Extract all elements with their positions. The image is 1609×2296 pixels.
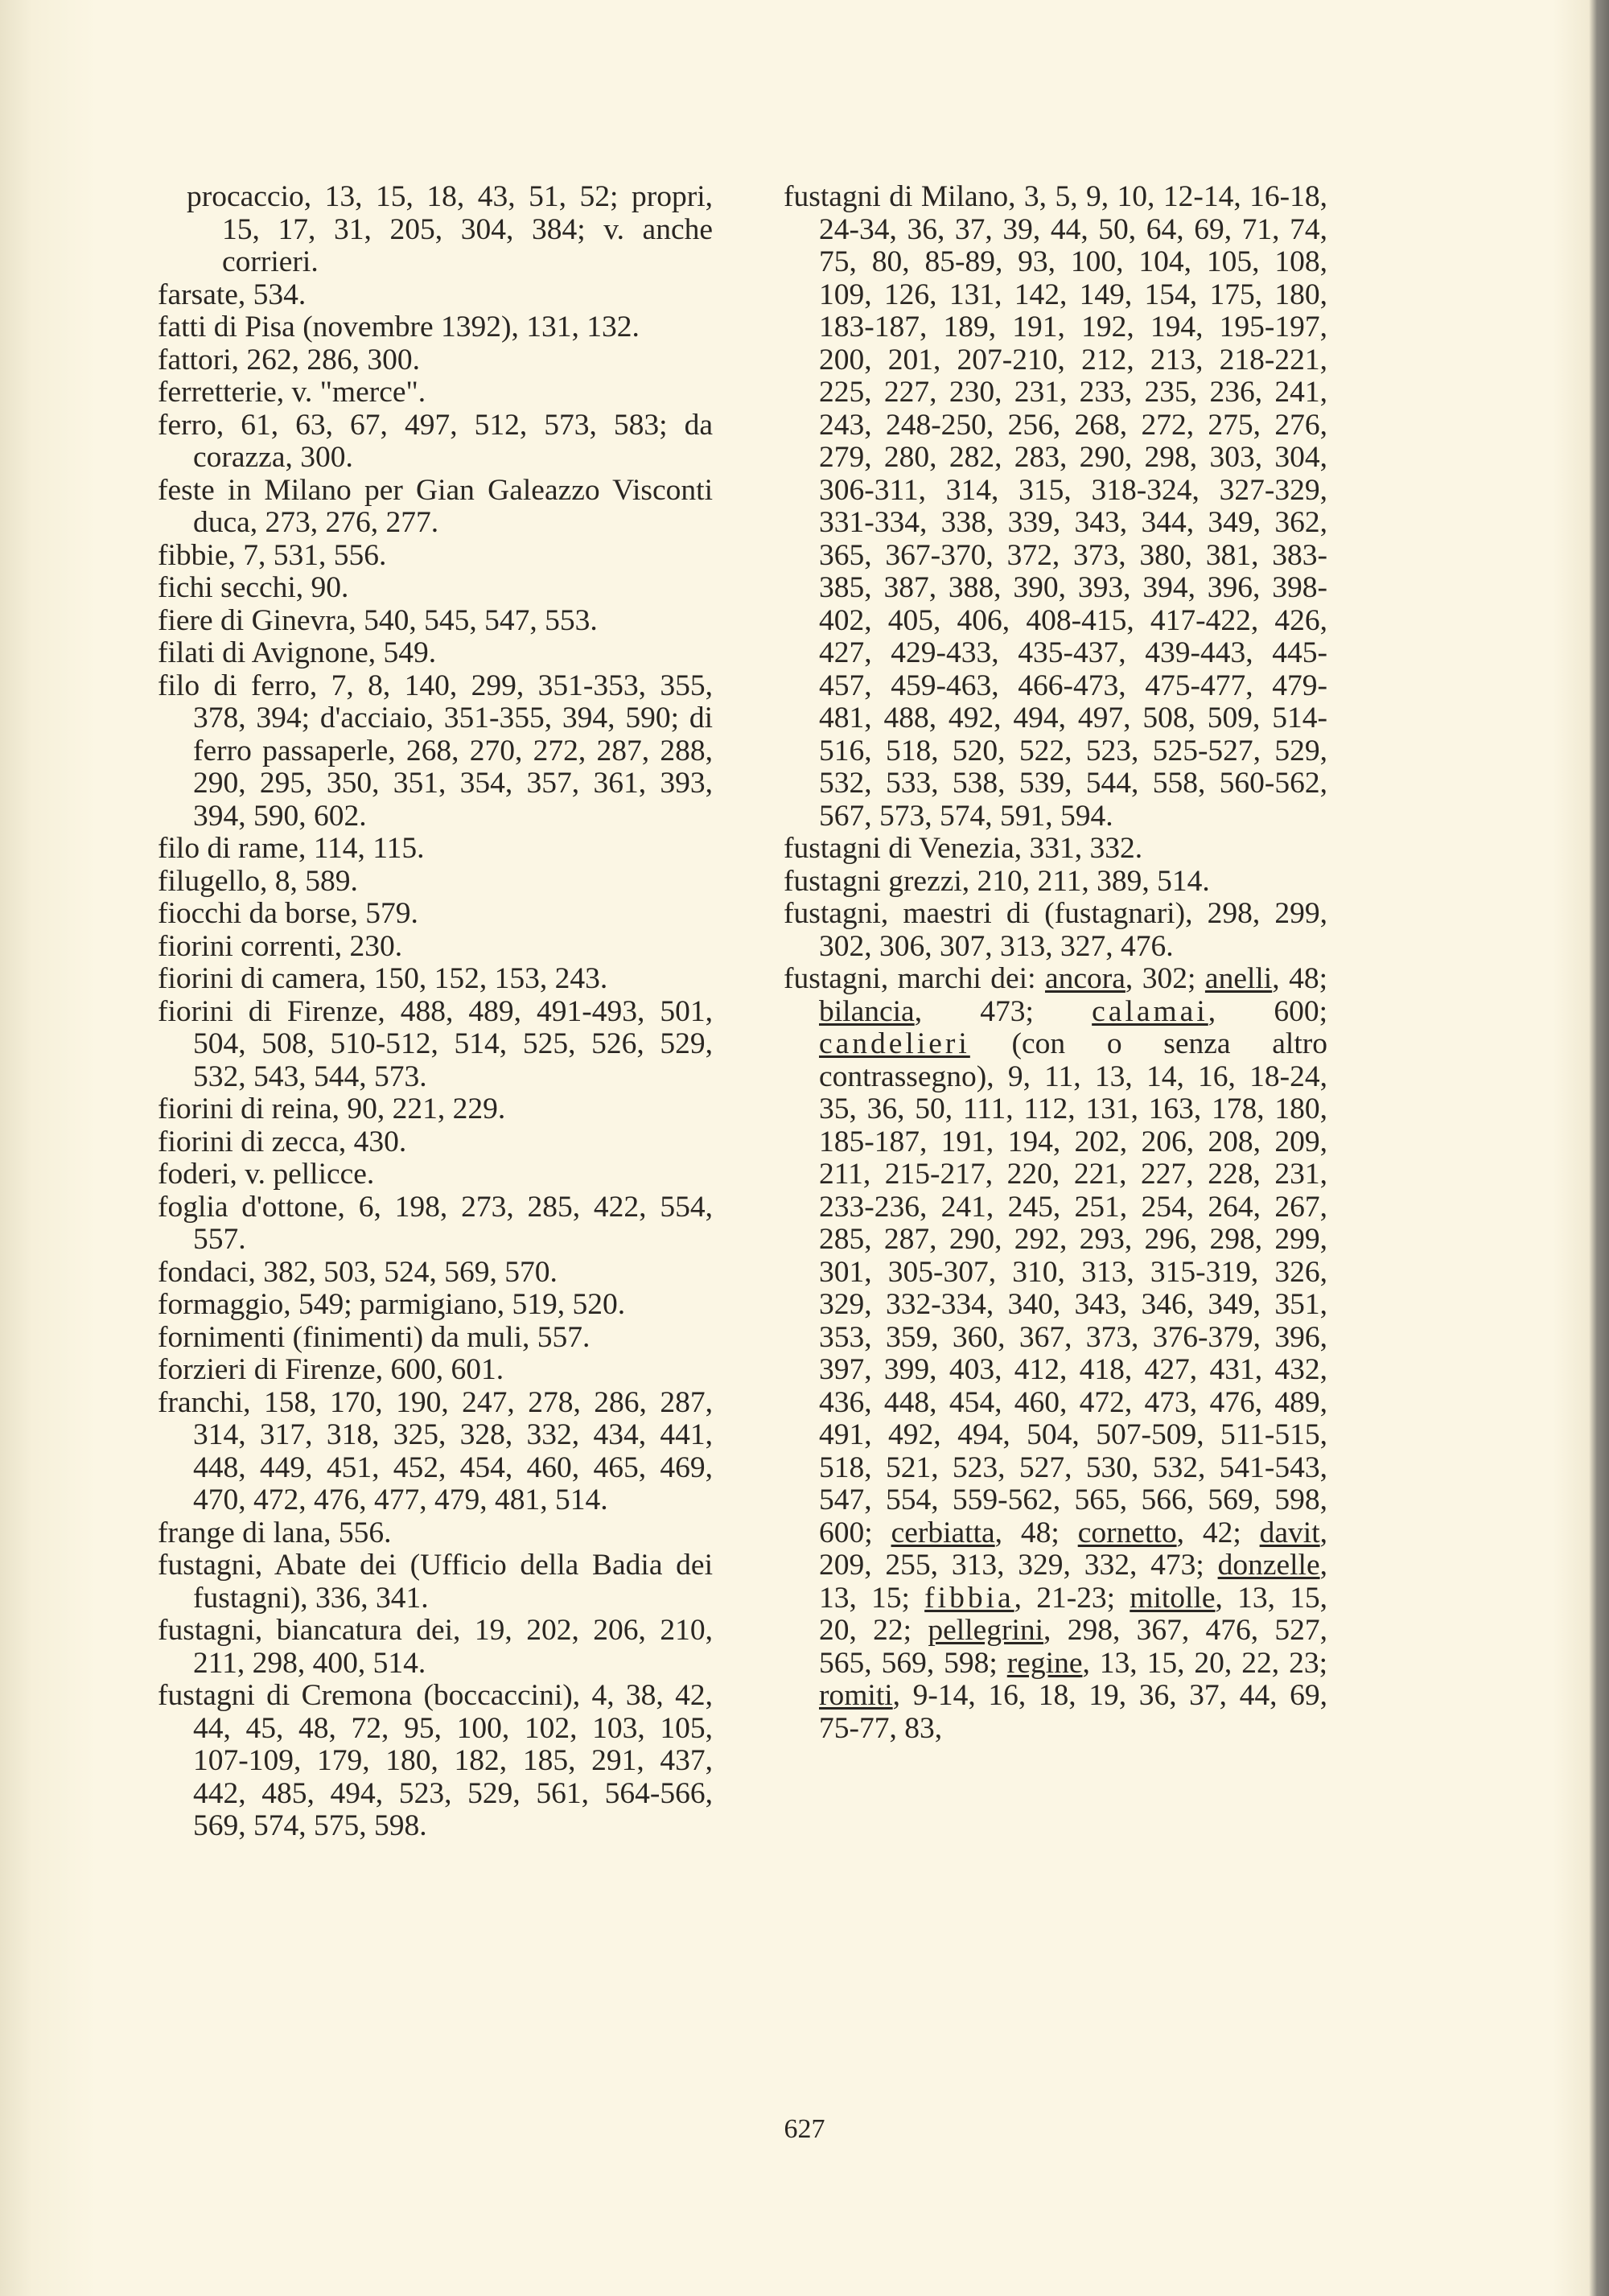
index-entry: fustagni di Cremona (boccaccini), 4, 38, 42, 44, 45, 48, 72, 95, 100, 102, 103, 105, 107-109, 179, 180, 182, 185, 291, 437, 442, 485, 494, 523, 529, 561, 564-566, 569, 574, 575, 598. <box>158 1679 713 1842</box>
index-entry: fustagni, Abate dei (Ufficio della Badia dei fustagni), 336, 341. <box>158 1549 713 1615</box>
mark-romiti: romiti <box>819 1679 893 1712</box>
mark-ancora: ancora <box>1044 962 1125 995</box>
index-entry: fiorini di Firenze, 488, 489, 491-493, 501, 504, 508, 510-512, 514, 525, 526, 529, 532, 543, 544, 573. <box>158 994 713 1093</box>
index-column-right <box>784 181 1327 1745</box>
index-entry: franchi, 158, 170, 190, 247, 278, 286, 287, 314, 317, 318, 325, 328, 332, 434, 441, 448, 449, 451, 452, 454, 460, 465, 469, 470, 472, 476, 477, 479, 481, 514. <box>158 1385 713 1516</box>
index-entry: filugello, 8, 589. <box>158 864 358 898</box>
index-entry: frange di lana, 556. <box>158 1516 392 1549</box>
index-entry: ferro, 61, 63, 67, 497, 512, 573, 583; da corazza, 300. <box>158 408 713 474</box>
index-entry: fibbie, 7, 531, 556. <box>158 538 387 572</box>
index-entry: fustagni di Milano, 3, 5, 9, 10, 12-14, 16-18, 24-34, 36, 37, 39, 44, 50, 64, 69, 71, 74, 75, 80, 85-89, 93, 100, 104, 105, 108, 109, 126, 131, 142, 149, 154, 175, 180, 183-187, 189, 191, 192, 194, 195-197, 200, 201, 207-210, 212, 213, 218-221, 225, 227, 230, 231, 233, 235, 236, 241, 243, 248-250, 256, 268, 272, 275, 276, 279, 280, 282, 283, 290, 298, 303, 304, 306-311, 314, 315, 318-324, 327-329, 331-334, 338, 339, 343, 344, 349, 362, 365, 367-370, 372, 373, 380, 381, 383-385, 387, 388, 390, 393, 394, 396, 398-402, 405, 406, 408-415, 417-422, 426, 427, 429-433, 435-437, 439-443, 445-457, 459-463, 466-473, 475-477, 479-481, 488, 492, 494, 497, 508, 509, 514-516, 518, 520, 522, 523, 525-527, 529, 532, 533, 538, 539, 544, 558, 560-562, 567, 573, 574, 591, 594. <box>784 180 1327 833</box>
index-entry: fiorini di reina, 90, 221, 229. <box>158 1092 506 1125</box>
index-entry: fustagni grezzi, 210, 211, 389, 514. <box>784 864 1210 898</box>
index-entry: fiorini di camera, 150, 152, 153, 243. <box>158 962 608 995</box>
index-entry: fattori, 262, 286, 300. <box>158 343 421 376</box>
index-entry: foglia d'ottone, 6, 198, 273, 285, 422, 554, 557. <box>158 1190 713 1256</box>
index-entry: fiorini di zecca, 430. <box>158 1125 407 1158</box>
index-entry: procaccio, 13, 15, 18, 43, 51, 52; propri, 15, 17, 31, 205, 304, 384; v. anche corrieri. <box>187 180 713 278</box>
index-entry: fustagni di Venezia, 331, 332. <box>784 832 1143 865</box>
mark-cornetto: cornetto <box>1077 1516 1177 1549</box>
index-entries-right <box>784 181 1327 963</box>
mark-candelieri: candelieri <box>819 1027 970 1060</box>
index-entry: fiorini correnti, 230. <box>158 929 403 963</box>
index-entry: fiocchi da borse, 579. <box>158 897 418 930</box>
index-entry: farsate, 534. <box>158 278 307 311</box>
index-entry: fornimenti (finimenti) da muli, 557. <box>158 1320 591 1354</box>
mark-bilancia: bilancia <box>819 994 915 1028</box>
mark-fibbia: fibbia <box>924 1581 1014 1615</box>
index-entry: ferretterie, v. "merce". <box>158 376 426 409</box>
index-entry: foderi, v. pellicce. <box>158 1158 375 1191</box>
mark-anelli: anelli <box>1204 962 1273 995</box>
index-entry: fustagni, maestri di (fustagnari), 298, 299, 302, 306, 307, 313, 327, 476. <box>784 897 1327 963</box>
mark-pellegrini: pellegrini <box>928 1614 1044 1647</box>
index-column-left <box>158 181 713 1843</box>
index-entry: feste in Milano per Gian Galeazzo Visconti duca, 273, 276, 277. <box>158 473 713 539</box>
mark-cerbiatta: cerbiatta <box>891 1516 995 1549</box>
index-entry: fatti di Pisa (novembre 1392), 131, 132. <box>158 311 640 344</box>
mark-calamai: calamai <box>1092 994 1208 1028</box>
index-entry: fiere di Ginevra, 540, 545, 547, 553. <box>158 603 598 637</box>
index-entry-marchi: fustagni, marchi dei: ancora, 302; anelli, 48; bilancia, 473; calamai, 600; candelieri (con o senza altro contrassegno), 9, 11, 13, 14, 16, 18-24, 35, 36, 50, 111, 112, 131, 163, 178, 180, 185-187, 191, 194, 202, 206, 208, 209, 211, 215-217, 220, 221, 227, 228, 231, 233-236, 241, 245, 251, 254, 264, 267, 285, 287, 290, 292, 293, 296, 298, 299, 301, 305-307, 310, 313, 315-319, 326, 329, 332-334, 340, 343, 346, 349, 351, 353, 359, 360, 367, 373, 376-379, 396, 397, 399, 403, 412, 418, 427, 431, 432, 436, 448, 454, 460, 472, 473, 476, 489, 491, 492, 494, 504, 507-509, 511-515, 518, 521, 523, 527, 530, 532, 541-543, 547, 554, 559-562, 565, 566, 569, 598, 600; cerbiatta, 48; cornetto, 42; davit, 209, 255, 313, 329, 332, 473; donzelle, 13, 15; fibbia, 21-23; mitolle, 13, 15, 20, 22; pellegrini, 298, 367, 476, 527, 565, 569, 598; regine, 13, 15, 20, 22, 23; romiti, 9-14, 16, 18, 19, 36, 37, 44, 69, 75-77, 83, <box>784 962 1328 1745</box>
mark-donzelle: donzelle <box>1217 1549 1320 1582</box>
index-entry: filo di ferro, 7, 8, 140, 299, 351-353, 355, 378, 394; d'acciaio, 351-355, 394, 590; di ferro passaperle, 268, 270, 272, 287, 288, 290, 295, 350, 351, 354, 357, 361, 393, 394, 590, 602. <box>158 669 713 833</box>
index-entry: filo di rame, 114, 115. <box>158 832 425 865</box>
index-entry: fustagni, biancatura dei, 19, 202, 206, 210, 211, 298, 400, 514. <box>158 1614 713 1680</box>
index-entry: formaggio, 549; parmigiano, 519, 520. <box>158 1288 626 1321</box>
index-entry: forzieri di Firenze, 600, 601. <box>158 1353 504 1386</box>
page-number: 627 <box>784 2114 825 2144</box>
index-entry: fichi secchi, 90. <box>158 571 349 604</box>
mark-davit: davit <box>1259 1516 1320 1549</box>
index-entry: fondaci, 382, 503, 524, 569, 570. <box>158 1255 558 1289</box>
mark-regine: regine <box>1006 1646 1083 1680</box>
index-entry: filati di Avignone, 549. <box>158 636 437 669</box>
mark-mitolle: mitolle <box>1130 1581 1216 1615</box>
